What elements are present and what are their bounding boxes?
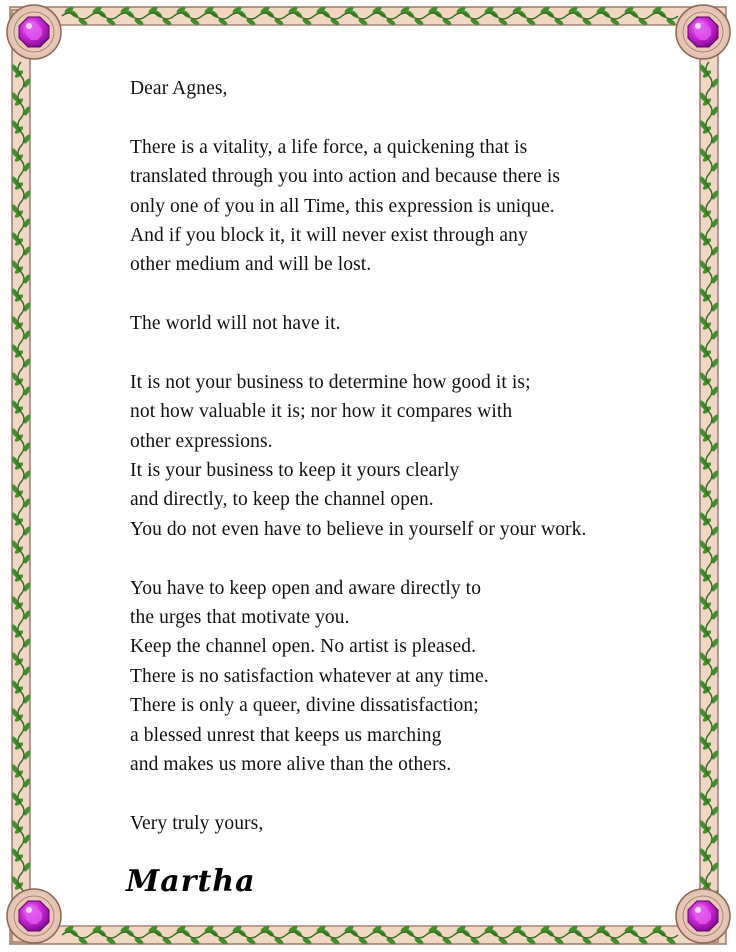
gem-icon — [676, 889, 730, 943]
letter-body — [130, 74, 670, 838]
letter-line: the urges that motivate you. — [130, 607, 350, 629]
letter-line: other medium and will be lost. — [130, 254, 372, 276]
letter-line: The world will not have it. — [130, 313, 341, 335]
paragraph-gap — [130, 103, 670, 132]
letter-line: only one of you in all Time, this expression is unique. — [130, 195, 555, 217]
letter-line: other expressions. — [130, 430, 273, 452]
letter-line: You do not even have to believe in yourself or your work. — [130, 518, 587, 540]
gem-icon — [7, 889, 61, 943]
letter-line: There is no satisfaction whatever at any time. — [130, 665, 489, 687]
paragraph-gap — [130, 779, 670, 808]
paragraph-gap — [130, 339, 670, 368]
letter-line: not how valuable it is; nor how it compares with — [130, 401, 513, 423]
letter-line: and makes us more alive than the others. — [130, 753, 452, 775]
closing: Very truly yours, — [130, 812, 264, 834]
letter-line: a blessed unrest that keeps us marching — [130, 724, 442, 746]
letter-line: Keep the channel open. No artist is pleased. — [130, 636, 477, 658]
gem-icon — [676, 5, 730, 59]
gem-icon — [7, 5, 61, 59]
signature: Martha — [126, 864, 256, 899]
letter-line: And if you block it, it will never exist through any — [130, 224, 528, 246]
letter-line: It is your business to keep it yours clearly — [130, 460, 460, 482]
letter-line: and directly, to keep the channel open. — [130, 489, 434, 511]
letter-line: translated through you into action and because there is — [130, 166, 561, 188]
paragraph-gap — [130, 280, 670, 309]
letter-line: You have to keep open and aware directly to — [130, 577, 482, 599]
paragraph-gap — [130, 544, 670, 573]
letter-line: There is a vitality, a life force, a quickening that is — [130, 136, 528, 158]
letter-line: There is only a queer, divine dissatisfaction; — [130, 695, 479, 717]
letter-line: It is not your business to determine how good it is; — [130, 371, 531, 393]
salutation: Dear Agnes, — [130, 78, 228, 99]
